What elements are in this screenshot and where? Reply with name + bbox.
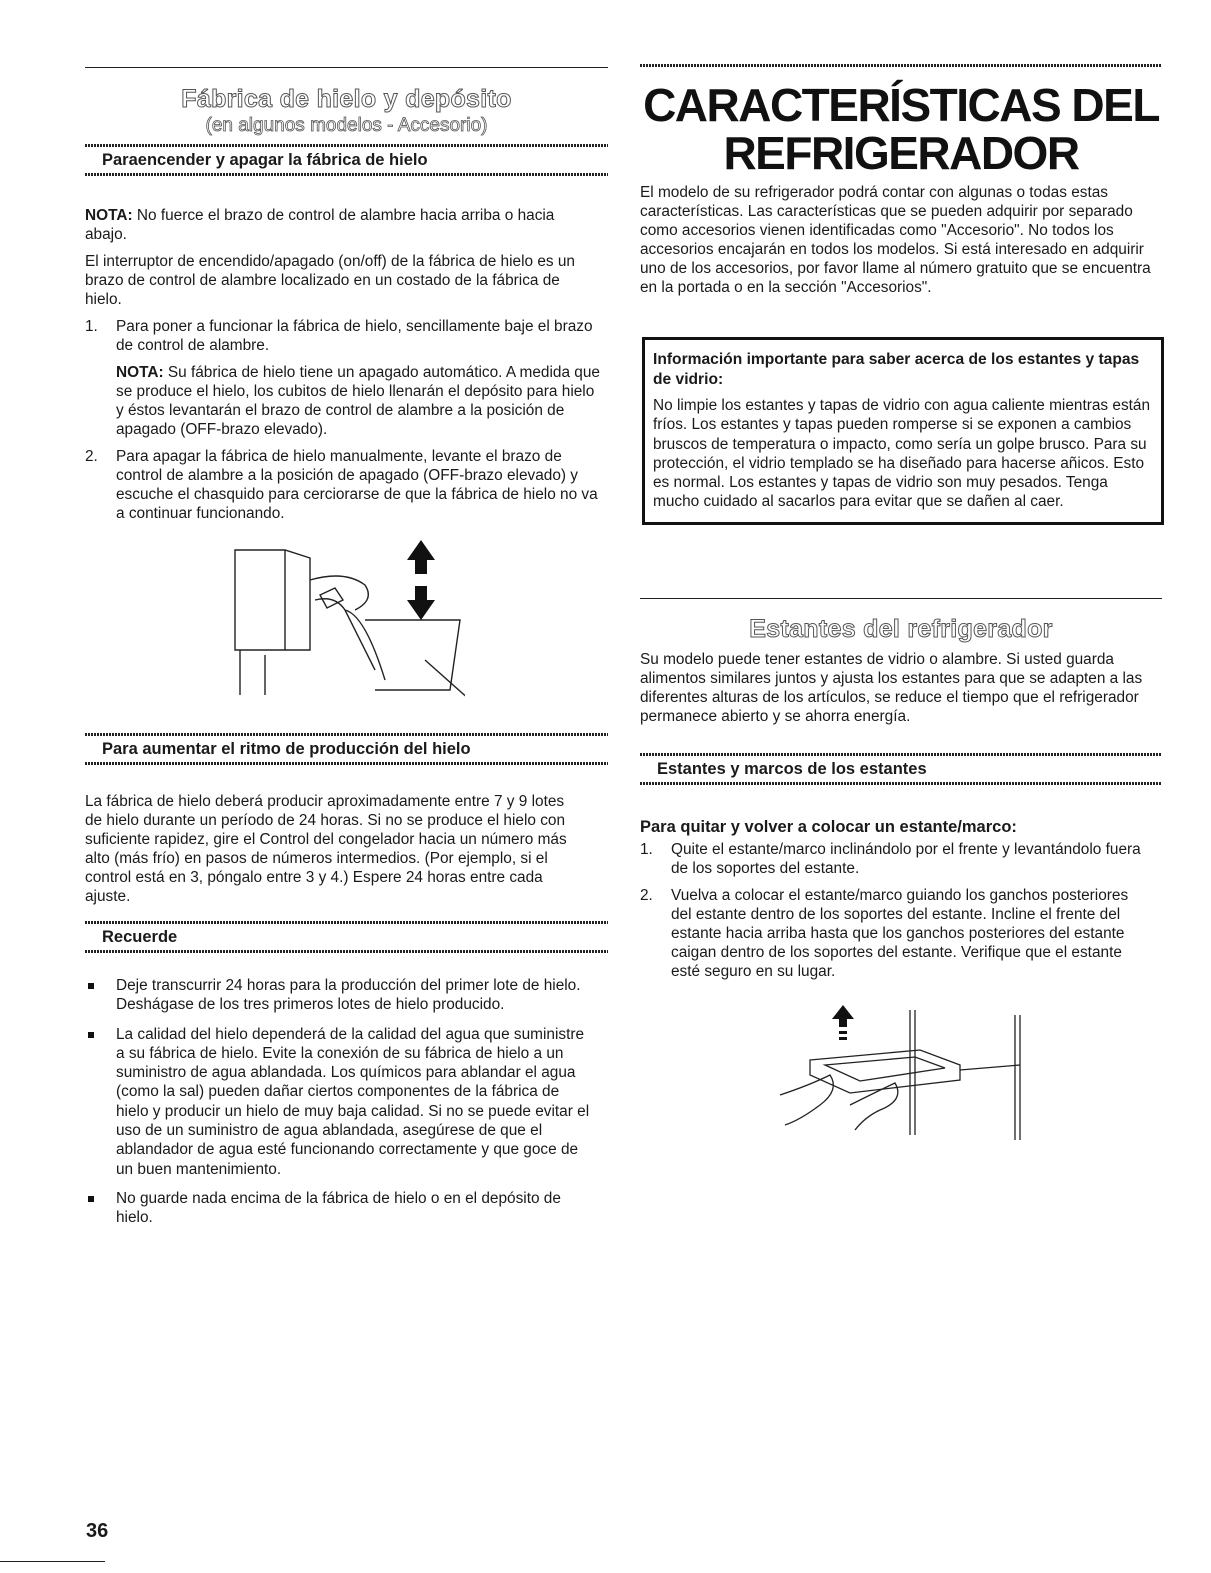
section-title-shelves: Estantes del refrigerador [749, 615, 1053, 643]
subsection-heading: Para aumentar el ritmo de producción del hielo [102, 740, 471, 758]
steps-list [640, 840, 1145, 981]
paragraph: Su modelo puede tener estantes de vidrio o alambre. Si usted guarda alimentos similares juntos y ajusta los estantes para que se adapten a las diferentes alturas de los artículos, se reduce el tiempo que el refrigerador permanece abierto y se ahorra energía. [640, 651, 1143, 725]
section-subtitle-ice-maker: (en algunos modelos - Accesorio) [205, 115, 488, 136]
subsection-heading: Recuerde [102, 928, 178, 946]
shelf-illustration [770, 1005, 1040, 1145]
list-item: Deje transcurrir 24 horas para la producción del primer lote de hielo. Deshágase de los tres primeros lotes de hielo producido. [85, 976, 595, 1015]
divider [640, 782, 1162, 785]
list-item: No guarde nada encima de la fábrica de hielo o en el depósito de hielo. [85, 1189, 595, 1228]
divider [640, 598, 1162, 599]
paragraph: La fábrica de hielo deberá producir aproximadamente entre 7 y 9 lotes de hielo durante un período de 24 horas. Si no se produce el hielo con suficiente rapidez, gire el Control del congelador hacia un número más alto (más frío) en pasos de números intermedios. (Por ejemplo, si el control está en 3, póngalo entre 3 y 4.) Espere 24 horas entre cada ajuste. [85, 793, 567, 905]
page-title-line2: REFRIGERADOR [723, 127, 1079, 179]
ice-maker-illustration [225, 540, 465, 700]
arrow-down-icon [407, 586, 435, 620]
divider [85, 950, 608, 953]
arrow-up-icon [407, 540, 435, 574]
procedure-heading: Para quitar y volver a colocar un estante/marco: [640, 818, 1017, 836]
top-rule [640, 64, 1162, 67]
note-paragraph: NOTA: Su fábrica de hielo tiene un apagado automático. A medida que se produce el hielo, los cubitos de hielo llenarán el depósito para hielo y éstos levantarán el brazo de control de alambre a la posición de apagado (OFF-brazo elevado). [116, 364, 600, 438]
subsection-heading: Paraencender y apagar la fábrica de hielo [102, 151, 428, 169]
bullet-icon [88, 1032, 94, 1038]
bullet-icon [88, 983, 94, 989]
divider [85, 173, 608, 176]
warning-text: No limpie los estantes y tapas de vidrio con agua caliente mientras están fríos. Los estantes y tapas pueden romperse si se exponen a cambios bruscos de temperatura o impacto, como sería un golpe brusco. Para su protección, el vidrio templado se ha diseñado para hacerse añicos. Esto es normal. Los estantes y tapas de vidrio son muy pesados. Tenga mucho cuidado al sacarlos para evitar que se dañen al caer. [653, 397, 1151, 511]
footer-rule [0, 1561, 105, 1562]
bullet-icon [88, 1196, 94, 1202]
list-item: 2. Para apagar la fábrica de hielo manualmente, levante el brazo de control de alambre a la posición de apagado (OFF-brazo elevado) y escuche el chasquido para cerciorarse de que la fábrica de hielo no va a continuar funcionando. [85, 448, 598, 522]
warning-title: Información importante para saber acerca de los estantes y tapas de vidrio: [653, 351, 1140, 388]
page-number: 36 [86, 1520, 109, 1542]
subsection-body [85, 206, 600, 523]
note-paragraph: NOTA: No fuerce el brazo de control de alambre hacia arriba o hacia abajo. [85, 207, 555, 243]
reminder-list [85, 976, 595, 1228]
list-item: La calidad del hielo dependerá de la calidad del agua que suministre a su fábrica de hielo. Evite la conexión de su fábrica de hielo a un suministro de agua ablandada. Los químicos para ablandar el agua (como la sal) pueden dañar ciertos componentes de la fábrica de hielo y producir un hielo de muy baja calidad. Si no se puede evitar el uso de un suministro de agua ablandada, asegúrese de que el ablandador de agua esté funcionando correctamente y que goce de un buen mantenimiento. [85, 1025, 595, 1179]
list-item: 2. Vuelva a colocar el estante/marco guiando los ganchos posteriores del estante dentro de los soportes del estante. Incline el frente del estante hacia arriba hasta que los ganchos posteriores del estante caigan dentro de los soportes del estante. Verifique que el estante esté seguro en su lugar. [640, 887, 1129, 980]
warning-box [642, 337, 1164, 525]
divider [85, 762, 608, 765]
intro-paragraph: El modelo de su refrigerador podrá contar con algunas o todas estas características. Las características que se pueden adquirir por separado como accesorios vienen identificadas como "Accesorio". No todos los accesorios encajarán en todos los modelos. Si está interesado en adquirir uno de los accesorios, por favor llame al número gratuito que se encuentra en la portada o en la sección "Accesorios". [640, 184, 1151, 296]
section-title-ice-maker: Fábrica de hielo y depósito [181, 85, 512, 113]
paragraph: El interruptor de encendido/apagado (on/off) de la fábrica de hielo es un brazo de control de alambre localizado en un costado de la fábrica de hielo. [85, 253, 575, 308]
list-item: 1. Quite el estante/marco inclinándolo por el frente y levantándolo fuera de los soportes del estante. [640, 841, 1141, 877]
subsection-heading: Estantes y marcos de los estantes [657, 760, 927, 778]
top-rule [85, 67, 608, 68]
list-item: 1. Para poner a funcionar la fábrica de hielo, sencillamente baje el brazo de control de alambre. NOTA: Su fábrica de hielo tiene un apagado automático. A medida que se produce el hielo, los cubitos de hielo llenarán el depósito para hielo y éstos levantarán el brazo de control de alambre a la posición de apagado (OFF-brazo elevado). [85, 318, 600, 438]
steps-list [85, 317, 600, 523]
page-title-line1: CARACTERÍSTICAS DEL [643, 79, 1159, 131]
arrow-up-icon [832, 1005, 854, 1027]
